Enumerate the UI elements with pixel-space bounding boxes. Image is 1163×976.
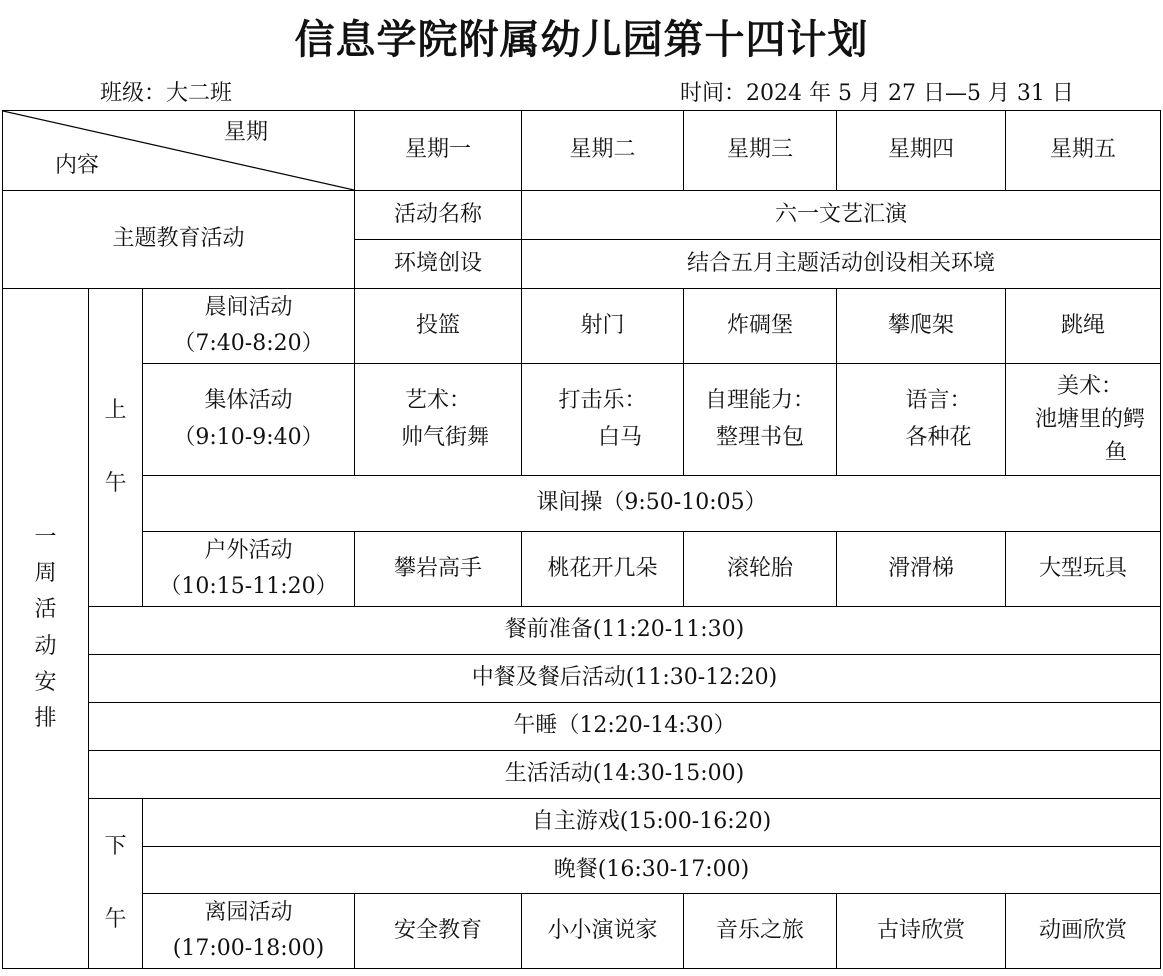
outdoor-row	[3, 532, 1161, 607]
leave-wed: 音乐之旅	[684, 894, 837, 969]
lunch-prep-cell: 餐前准备(11:20-11:30)	[89, 607, 1161, 655]
group-wed: 自理能力： 整理书包	[684, 364, 837, 476]
exercise-cell: 课间操（9:50-10:05）	[143, 476, 1161, 532]
pm-label: 下 午	[89, 799, 143, 969]
date-label: 时间：2024 年 5 月 27 日—5 月 31 日	[680, 81, 1074, 106]
environment-label: 环境创设	[355, 240, 522, 289]
day-header-wed: 星期三	[684, 111, 837, 191]
day-header-mon: 星期一	[355, 111, 522, 191]
dinner-row	[3, 847, 1161, 894]
diagonal-header-cell	[3, 111, 355, 191]
outdoor-thu: 滑滑梯	[837, 532, 1006, 607]
outdoor-activity-label: 户外活动 （10:15-11:20）	[143, 532, 355, 607]
theme-label: 主题教育活动	[3, 191, 355, 289]
lunch-row	[3, 655, 1161, 703]
am-label: 上 午	[89, 289, 143, 607]
outdoor-tue: 桃花开几朵	[522, 532, 684, 607]
group-thu: 语言： 各种花	[837, 364, 1006, 476]
lunch-cell: 中餐及餐后活动(11:30-12:20)	[89, 655, 1161, 703]
exercise-row	[3, 476, 1161, 532]
outdoor-wed: 滚轮胎	[684, 532, 837, 607]
morning-fri: 跳绳	[1006, 289, 1161, 364]
activity-name-value: 六一文艺汇演	[522, 191, 1161, 240]
class-label: 班级：大二班	[100, 81, 233, 106]
morning-wed: 炸碉堡	[684, 289, 837, 364]
schedule-table	[2, 110, 1161, 969]
environment-value: 结合五月主题活动创设相关环境	[522, 240, 1161, 289]
nap-row	[3, 703, 1161, 751]
outdoor-mon: 攀岩高手	[355, 532, 522, 607]
diag-week-label: 星期	[224, 120, 269, 145]
morning-tue: 射门	[522, 289, 684, 364]
lunch-prep-row	[3, 607, 1161, 655]
morning-mon: 投篮	[355, 289, 522, 364]
free-play-row	[3, 799, 1161, 847]
day-header-fri: 星期五	[1006, 111, 1161, 191]
group-mon: 艺术： 帅气街舞	[355, 364, 522, 476]
group-fri: 美术： 池塘里的鳄 鱼	[1006, 364, 1161, 476]
theme-row-1	[3, 191, 1161, 240]
group-activity-label: 集体活动 （9:10-9:40）	[143, 364, 355, 476]
leave-row	[3, 894, 1161, 969]
leave-mon: 安全教育	[355, 894, 522, 969]
morning-thu: 攀爬架	[837, 289, 1006, 364]
day-header-thu: 星期四	[837, 111, 1006, 191]
outdoor-fri: 大型玩具	[1006, 532, 1161, 607]
dinner-cell: 晚餐(16:30-17:00)	[143, 847, 1161, 894]
nap-cell: 午睡（12:20-14:30）	[89, 703, 1161, 751]
life-row	[3, 751, 1161, 799]
leave-tue: 小小演说家	[522, 894, 684, 969]
life-cell: 生活活动(14:30-15:00)	[89, 751, 1161, 799]
header-row	[3, 111, 1161, 191]
day-header-tue: 星期二	[522, 111, 684, 191]
leave-fri: 动画欣赏	[1006, 894, 1161, 969]
activity-name-label: 活动名称	[355, 191, 522, 240]
morning-activity-label: 晨间活动 （7:40-8:20）	[143, 289, 355, 364]
leave-thu: 古诗欣赏	[837, 894, 1006, 969]
morning-row	[3, 289, 1161, 364]
free-play-cell: 自主游戏(15:00-16:20)	[143, 799, 1161, 847]
leave-activity-label: 离园活动 (17:00-18:00)	[143, 894, 355, 969]
group-row	[3, 364, 1161, 476]
group-tue: 打击乐： 白马	[522, 364, 684, 476]
diag-content-label: 内容	[55, 152, 100, 178]
page-title: 信息学院附属幼儿园第十四计划	[294, 17, 869, 63]
week-schedule-label: 一 周 活 动 安 排	[3, 289, 89, 969]
